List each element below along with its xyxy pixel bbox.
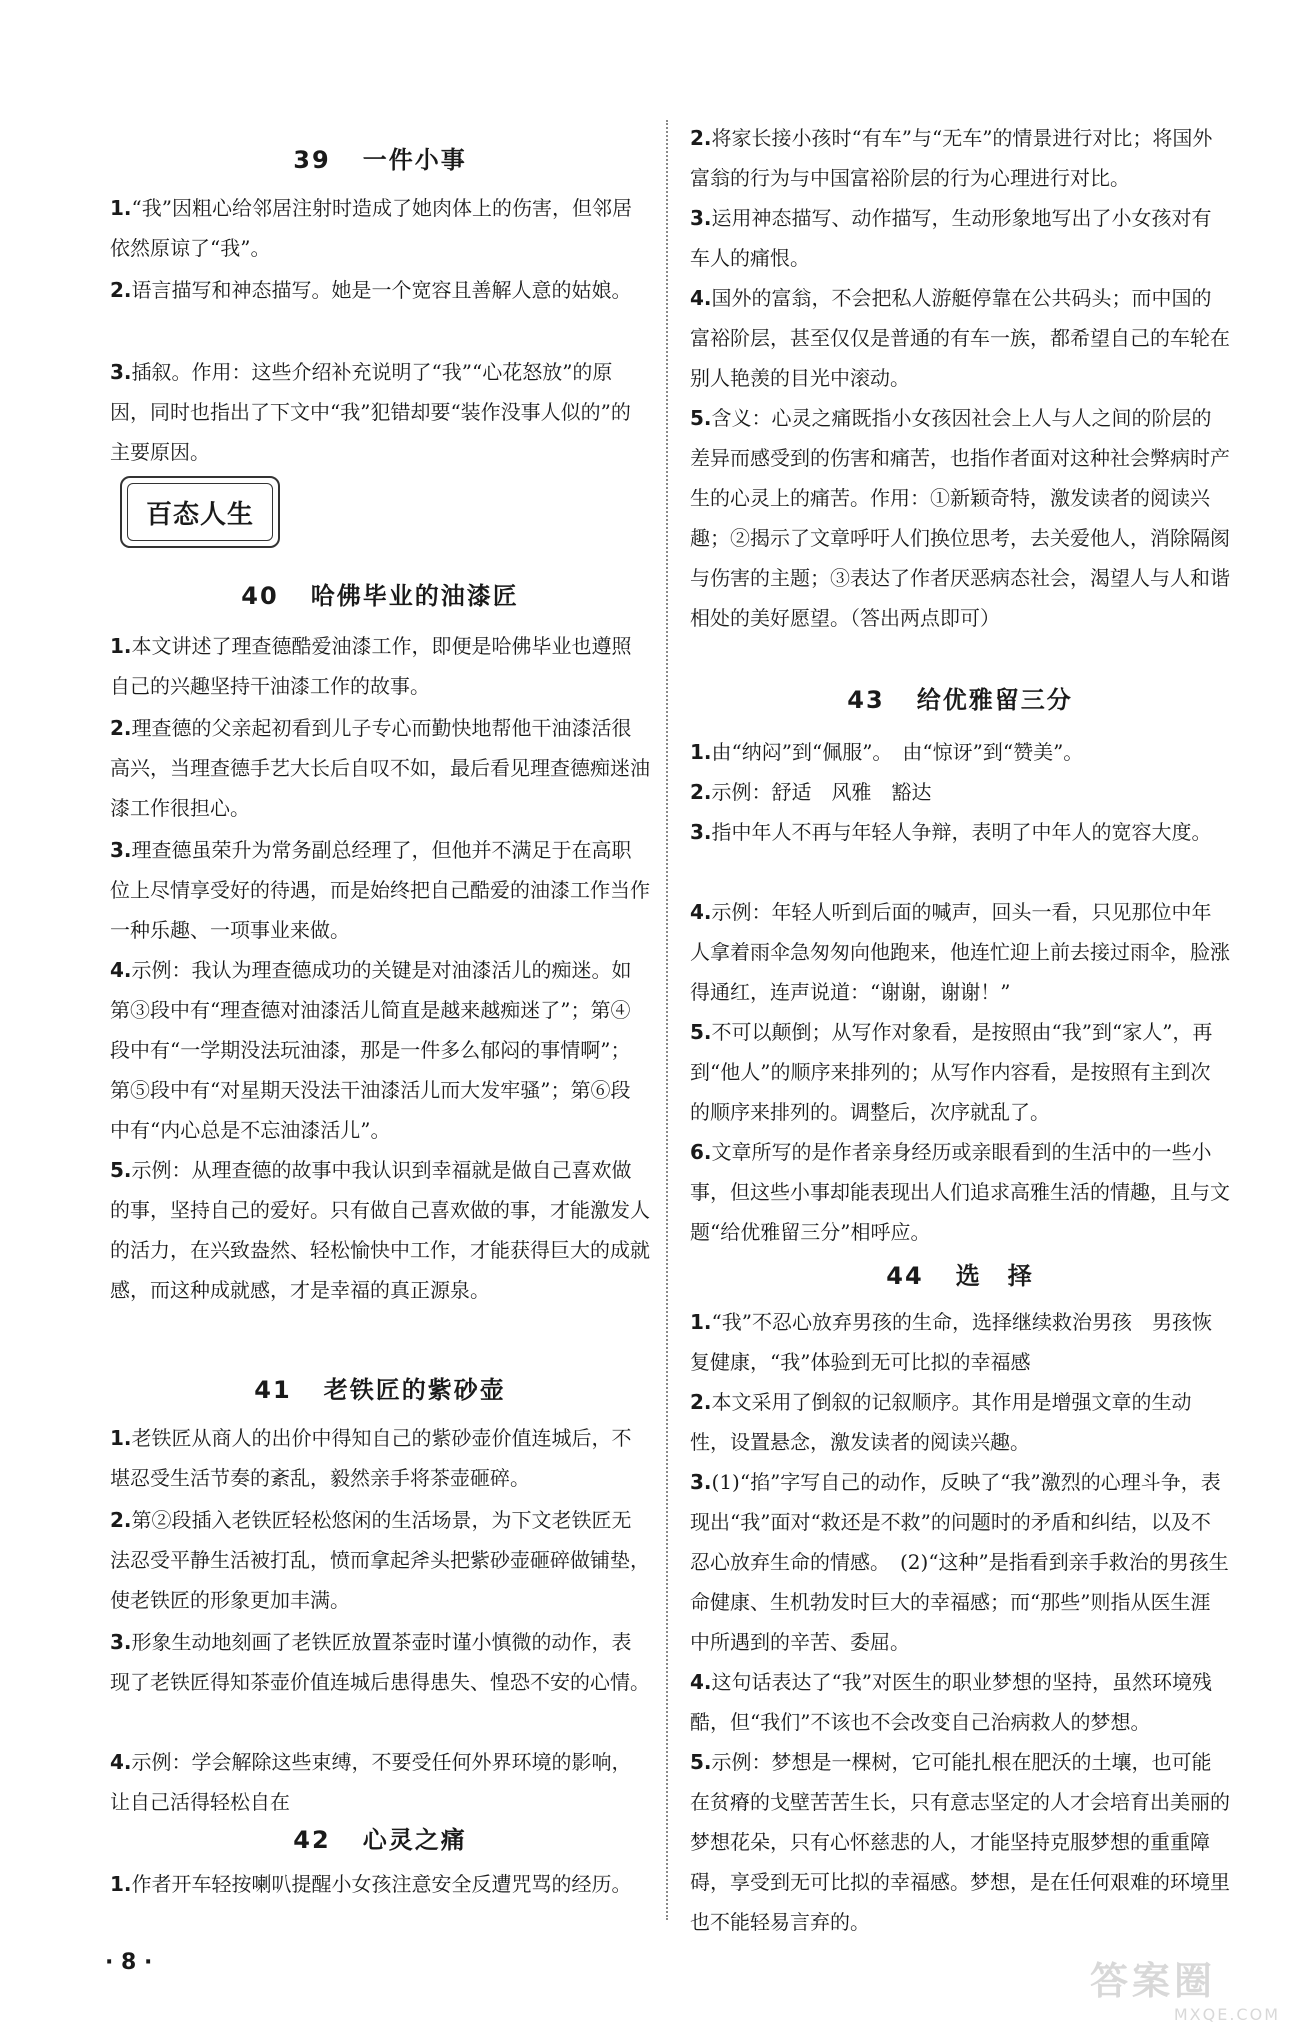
answer-item — [690, 1462, 1230, 1662]
answer-item — [110, 1864, 650, 1904]
answer-item — [110, 1742, 650, 1822]
item-number: 3. — [690, 820, 712, 844]
item-text: 指中年人不再与年轻人争辩，表明了中年人的宽容大度。 — [711, 820, 1212, 844]
item-text: 不可以颠倒；从写作对象看，是按照由“我”到“家人”，再到“他人”的顺序来排列的；从写作内容看，是按照有主到次的顺序来排列的。调整后，次序就乱了。 — [690, 1020, 1213, 1124]
item-number: 5. — [690, 1020, 712, 1044]
item-number: 2. — [110, 716, 132, 740]
item-number: 1. — [690, 740, 712, 764]
item-number: 3. — [110, 1630, 132, 1654]
answer-item — [690, 812, 1230, 852]
answer-item — [690, 278, 1230, 398]
item-text: 第②段插入老铁匠轻松悠闲的生活场景，为下文老铁匠无法忍受平静生活被打乱，愤而拿起斧头把紫砂壶砸碎做铺垫，使老铁匠的形象更加丰满。 — [110, 1508, 650, 1612]
item-number: 4. — [690, 900, 712, 924]
answer-item — [110, 950, 650, 1150]
answer-item — [110, 1418, 650, 1498]
item-text: 语言描写和神态描写。她是一个宽容且善解人意的姑娘。 — [131, 278, 632, 302]
item-number: 2. — [110, 278, 132, 302]
answer-item — [110, 626, 650, 706]
answer-item — [690, 732, 1230, 772]
item-number: 4. — [690, 1670, 712, 1694]
section-42-title — [110, 1820, 650, 1855]
item-text: 示例：学会解除这些束缚，不要受任何外界环境的影响，让自己活得轻松自在 — [110, 1750, 632, 1814]
answer-item — [690, 1742, 1230, 1942]
answer-item — [110, 1150, 650, 1310]
item-text: 文章所写的是作者亲身经历或亲眼看到的生活中的一些小事，但这些小事却能表现出人们追求高雅生活的情趣，且与文题“给优雅留三分”相呼应。 — [690, 1140, 1230, 1244]
section-number: 43 — [847, 686, 885, 714]
section-number: 39 — [293, 146, 331, 174]
item-text: 运用神态描写、动作描写，生动形象地写出了小女孩对有车人的痛恨。 — [690, 206, 1212, 270]
item-text: 这句话表达了“我”对医生的职业梦想的坚持，虽然环境残酷，但“我们”不该也不会改变自己治病救人的梦想。 — [690, 1670, 1212, 1734]
item-number: 5. — [690, 1750, 712, 1774]
item-number: 5. — [690, 406, 712, 430]
section-43-title — [690, 680, 1230, 715]
section-number: 40 — [241, 582, 279, 610]
item-text: 理查德虽荣升为常务副总经理了，但他并不满足于在高职位上尽情享受好的待遇，而是始终把自己酷爱的油漆工作当作一种乐趣、一项事业来做。 — [110, 838, 650, 942]
item-text: 示例：我认为理查德成功的关键是对油漆活儿的痴迷。如第③段中有“理查德对油漆活儿简直是越来越痴迷了”；第④段中有“一学期没法玩油漆，那是一件多么郁闷的事情啊”；第⑤段中有“对星期天没法干油漆活儿而大发牢骚”；第⑥段中有“内心总是不忘油漆活儿”。 — [110, 958, 632, 1142]
item-number: 2. — [690, 1390, 712, 1414]
section-title-text: 一件小事 — [362, 146, 467, 174]
item-text: 国外的富翁，不会把私人游艇停靠在公共码头；而中国的富裕阶层，甚至仅仅是普通的有车一族，都希望自己的车轮在别人艳羡的目光中滚动。 — [690, 286, 1230, 390]
item-number: 1. — [110, 1872, 132, 1896]
section-title-text: 选 择 — [955, 1262, 1034, 1290]
item-text: 示例：舒适 风雅 豁达 — [711, 780, 932, 804]
item-text: 示例：梦想是一棵树，它可能扎根在肥沃的土壤，也可能在贫瘠的戈壁苦苦生长，只有意志坚定的人才会培育出美丽的梦想花朵，只有心怀慈悲的人，才能坚持克服梦想的重重障碍，享受到无可比拟的幸福感。梦想，是在任何艰难的环境里也不能轻易言弃的。 — [690, 1750, 1230, 1934]
item-number: 3. — [110, 360, 132, 384]
section-39-title — [110, 140, 650, 175]
item-number: 4. — [110, 958, 132, 982]
item-number: 4. — [690, 286, 712, 310]
section-number: 41 — [254, 1376, 292, 1404]
page-number: · 8 · — [105, 1950, 153, 1975]
item-text: 本文讲述了理查德酷爱油漆工作，即便是哈佛毕业也遵照自己的兴趣坚持干油漆工作的故事。 — [110, 634, 632, 698]
item-text: 示例：年轻人听到后面的喊声，回头一看，只见那位中年人拿着雨伞急匆匆向他跑来，他连忙迎上前去接过雨伞，脸涨得通红，连声说道：“谢谢，谢谢！” — [690, 900, 1230, 1004]
answer-item — [690, 1662, 1230, 1742]
answer-item — [690, 198, 1230, 278]
column-divider — [666, 120, 668, 1920]
answer-item — [690, 118, 1230, 198]
section-number: 44 — [886, 1262, 924, 1290]
item-text: 本文采用了倒叙的记叙顺序。其作用是增强文章的生动性，设置悬念，激发读者的阅读兴趣。 — [690, 1390, 1192, 1454]
answer-item — [690, 1382, 1230, 1462]
answer-item — [110, 708, 650, 828]
item-text: “我”因粗心给邻居注射时造成了她肉体上的伤害，但邻居依然原谅了“我”。 — [110, 196, 632, 260]
item-number: 2. — [110, 1508, 132, 1532]
section-44-title — [690, 1256, 1230, 1291]
item-number: 1. — [690, 1310, 712, 1334]
answer-item — [690, 1132, 1230, 1252]
item-text: (1)“掐”字写自己的动作，反映了“我”激烈的心理斗争，表现出“我”面对“救还是不救”的问题时的矛盾和纠结，以及不忍心放弃生命的情感。 (2)“这种”是指看到亲手救治的男孩生命健康、生机勃发时巨大的幸福感；而“那些”则指从医生涯中所遇到的辛苦、委屈。 — [690, 1470, 1229, 1654]
watermark-logo — [1090, 1950, 1280, 2022]
section-title-text: 给优雅留三分 — [916, 686, 1073, 714]
watermark-text: 答案圈 — [1090, 1959, 1217, 2003]
answer-item — [110, 1622, 650, 1702]
section-title-text: 老铁匠的紫砂壶 — [323, 1376, 506, 1404]
item-text: “我”不忍心放弃男孩的生命，选择继续救治男孩 男孩恢复健康，“我”体验到无可比拟的幸福感 — [690, 1310, 1212, 1374]
answer-item — [110, 830, 650, 950]
section-number: 42 — [293, 1826, 331, 1854]
answer-item — [110, 352, 650, 472]
answer-item — [690, 1302, 1230, 1382]
answer-item — [110, 188, 650, 268]
item-number: 3. — [110, 838, 132, 862]
section-40-title — [110, 576, 650, 611]
item-text: 作者开车轻按喇叭提醒小女孩注意安全反遭咒骂的经历。 — [131, 1872, 632, 1896]
item-number: 6. — [690, 1140, 712, 1164]
answer-item — [110, 270, 650, 310]
item-text: 示例：从理查德的故事中我认识到幸福就是做自己喜欢做的事，坚持自己的爱好。只有做自己喜欢做的事，才能激发人的活力，在兴致盎然、轻松愉快中工作，才能获得巨大的成就感，而这种成就感，才是幸福的真正源泉。 — [110, 1158, 650, 1302]
item-number: 1. — [110, 196, 132, 220]
item-number: 3. — [690, 206, 712, 230]
item-number: 2. — [690, 780, 712, 804]
section-banner: 百态人生 — [120, 476, 280, 548]
item-number: 2. — [690, 126, 712, 150]
watermark-url: MXQE.COM — [1173, 2005, 1280, 2024]
answer-item — [690, 892, 1230, 1012]
item-text: 将家长接小孩时“有车”与“无车”的情景进行对比；将国外富翁的行为与中国富裕阶层的行为心理进行对比。 — [690, 126, 1213, 190]
section-41-title — [110, 1370, 650, 1405]
answer-item — [690, 772, 1230, 812]
item-number: 3. — [690, 1470, 712, 1494]
answer-item — [690, 1012, 1230, 1132]
item-number: 4. — [110, 1750, 132, 1774]
answer-item — [110, 1500, 650, 1620]
answer-item — [690, 398, 1230, 638]
item-text: 含义：心灵之痛既指小女孩因社会上人与人之间的阶层的差异而感受到的伤害和痛苦，也指作者面对这种社会弊病时产生的心灵上的痛苦。作用：①新颖奇特，激发读者的阅读兴趣；②揭示了文章呼吁人们换位思考，去关爱他人，消除隔阂与伤害的主题；③表达了作者厌恶病态社会，渴望人与人和谐相处的美好愿望。（答出两点即可） — [690, 406, 1230, 630]
item-number: 5. — [110, 1158, 132, 1182]
section-title-text: 心灵之痛 — [362, 1826, 467, 1854]
section-title-text: 哈佛毕业的油漆匠 — [310, 582, 519, 610]
item-number: 1. — [110, 1426, 132, 1450]
item-text: 老铁匠从商人的出价中得知自己的紫砂壶价值连城后，不堪忍受生活节奏的紊乱，毅然亲手将茶壶砸碎。 — [110, 1426, 632, 1490]
item-text: 由“纳闷”到“佩服”。 由“惊讶”到“赞美”。 — [711, 740, 1084, 764]
item-text: 形象生动地刻画了老铁匠放置茶壶时谨小慎微的动作，表现了老铁匠得知茶壶价值连城后患得患失、惶恐不安的心情。 — [110, 1630, 650, 1694]
item-text: 插叙。作用：这些介绍补充说明了“我”“心花怒放”的原因，同时也指出了下文中“我”犯错却要“装作没事人似的”的主要原因。 — [110, 360, 631, 464]
item-number: 1. — [110, 634, 132, 658]
item-text: 理查德的父亲起初看到儿子专心而勤快地帮他干油漆活很高兴，当理查德手艺大长后自叹不如，最后看见理查德痴迷油漆工作很担心。 — [110, 716, 650, 820]
